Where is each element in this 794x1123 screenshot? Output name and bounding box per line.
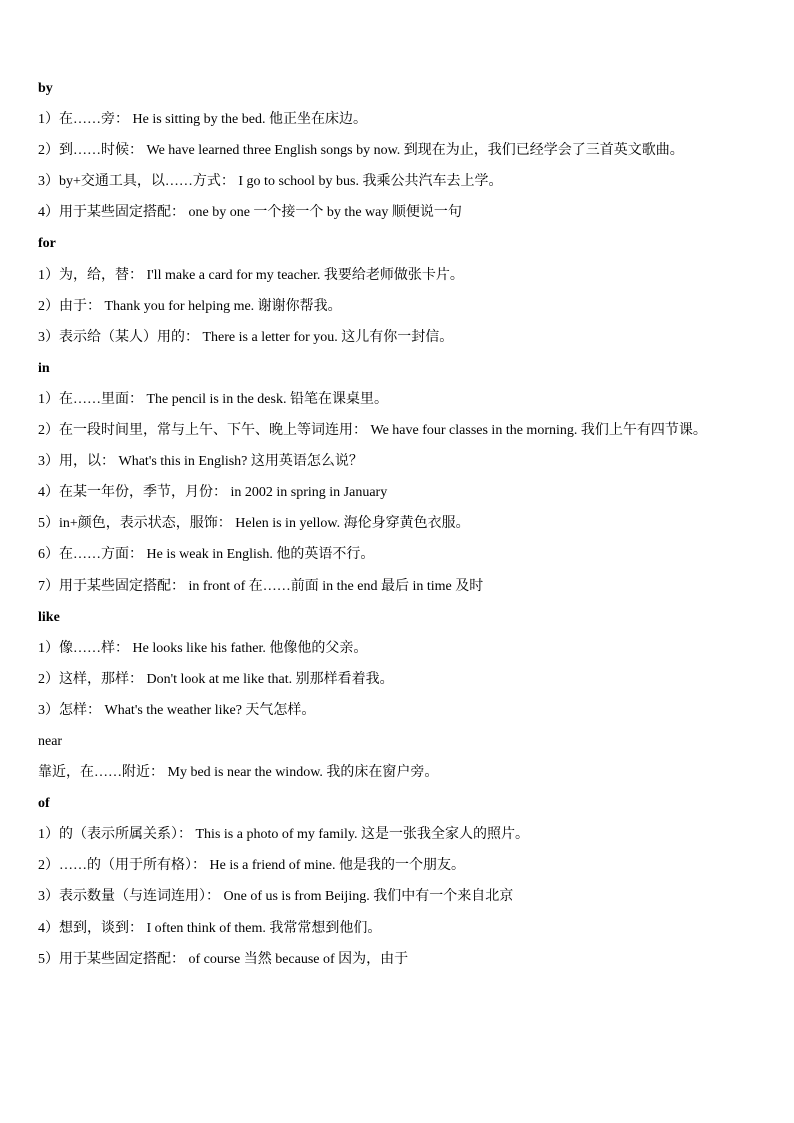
entry-line: 1）在……里面： The pencil is in the desk. 铅笔在课桌里。 [38,391,388,407]
section-heading-by: by [38,81,53,96]
entry-line: 2）到……时候： We have learned three English songs by now. 到现在为止，我们已经学会了三首英文歌曲。 [38,143,684,159]
entry-line: 4）想到，谈到： I often think of them. 我常常想到他们。 [38,920,382,936]
entry-line: 3）表示给（某人）用的： There is a letter for you. 这儿有你一封信。 [38,329,454,345]
entry-line: 2）由于： Thank you for helping me. 谢谢你帮我。 [38,298,342,314]
entry-line: 4）在某一年份，季节，月份： in 2002 in spring in January [38,485,388,501]
entry-line: 1）在……旁： He is sitting by the bed. 他正坐在床边。 [38,112,367,128]
entry-line: 3）by+交通工具，以……方式： I go to school by bus. 我乘公共汽车去上学。 [38,174,503,190]
entry-line: 4）用于某些固定搭配： one by one 一个接一个 by the way 顺便说一句 [38,205,462,221]
entry-line: 1）的（表示所属关系）： This is a photo of my family. 这是一张我全家人的照片。 [38,827,530,843]
entry-line: 5）用于某些固定搭配： of course 当然 because of 因为，由于 [38,951,409,967]
entry-line: 2）这样，那样： Don't look at me like that. 别那样看着我。 [38,671,394,687]
entry-line: 3）表示数量（与连词连用）： One of us is from Beijing. 我们中有一个来自北京 [38,889,514,905]
entry-line: 3）用，以： What's this in English? 这用英语怎么说？ [38,454,363,470]
section-heading-of: of [38,796,50,812]
entry-line: 3）怎样： What's the weather like? 天气怎样。 [38,702,316,718]
entry-line: 1）为，给，替： I'll make a card for my teacher. 我要给老师做张卡片。 [38,267,464,283]
section-heading-like: like [38,609,60,625]
entry-line: 2）在一段时间里，常与上午、下午、晚上等词连用： We have four classes in the morning. 我们上午有四节课。 [38,423,707,439]
entry-line: 7）用于某些固定搭配： in front of 在……前面 in the end 最后 in time 及时 [38,578,484,594]
document-page [38,73,758,975]
entry-line: 靠近，在……附近： My bed is near the window. 我的床在窗户旁。 [38,765,439,781]
entry-line: 6）在……方面： He is weak in English. 他的英语不行。 [38,547,375,563]
section-heading-in: in [38,360,50,376]
section-heading-for: for [38,236,56,252]
section-heading-near: near [38,733,63,749]
entry-line: 5）in+颜色，表示状态，服饰： Helen is in yellow. 海伦身穿黄色衣服。 [38,516,470,532]
entry-line: 2）……的（用于所有格）： He is a friend of mine. 他是我的一个朋友。 [38,858,465,874]
entry-line: 1）像……样： He looks like his father. 他像他的父亲。 [38,640,368,656]
